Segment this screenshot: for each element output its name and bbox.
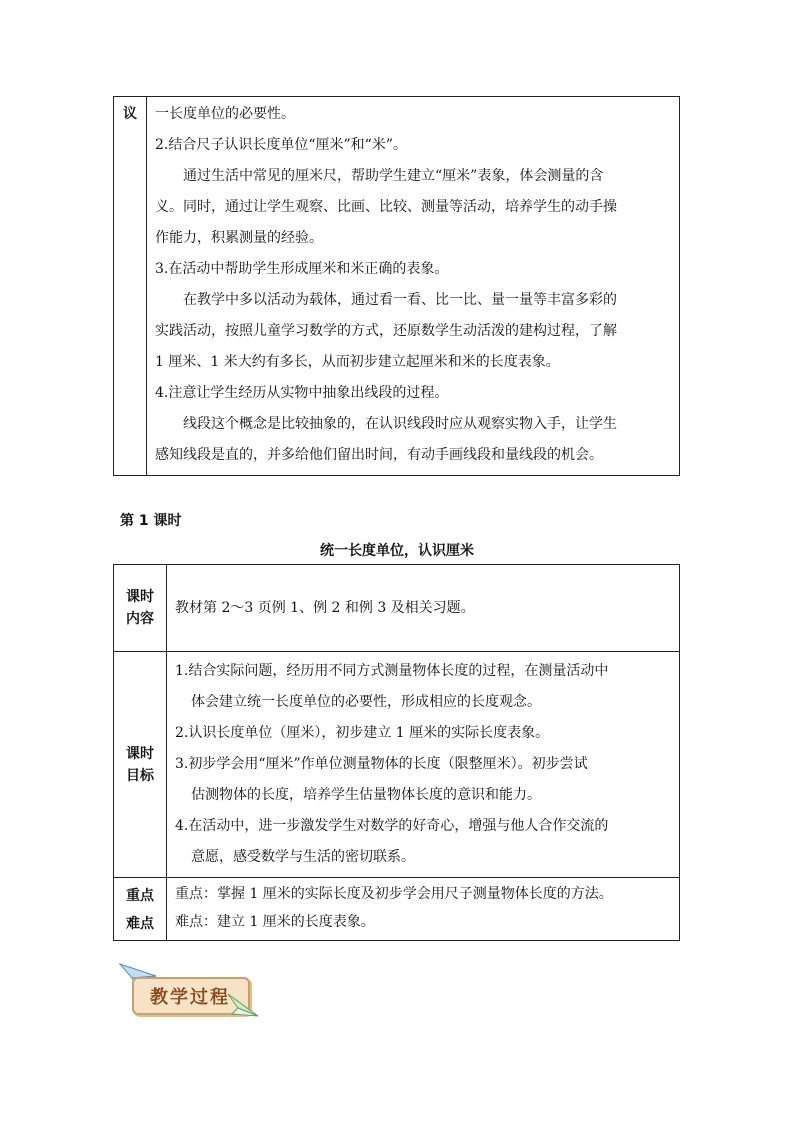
row-label: 议: [114, 97, 147, 476]
lesson-plan-table: [113, 564, 680, 941]
goal-line: 估测物体的长度，培养学生估量物体长度的意识和能力。: [191, 787, 541, 803]
difficulty-text: 难点：建立 1 厘米的长度表象。: [175, 914, 375, 930]
suggestions-body: [147, 97, 680, 476]
goal-line: 3.初步学会用“厘米”作单位测量物体的长度（限整厘米）。初步尝试: [175, 756, 588, 772]
text-line: 实践活动，按照儿童学习数学的方式，还原数学生动活泼的建构过程，了解: [155, 323, 617, 339]
badge-text: 教学过程: [150, 987, 230, 1008]
text-line: 线段这个概念是比较抽象的，在认识线段时应从观察实物入手，让学生: [183, 416, 617, 432]
paper-plane-icon: [226, 990, 260, 1020]
text-line: 2.结合尺子认识长度单位“厘米”和“米”。: [155, 137, 407, 153]
goal-line: 意愿，感受数学与生活的密切联系。: [191, 849, 415, 865]
key-point-text: 重点：掌握 1 厘米的实际长度及初步学会用尺子测量物体长度的方法。: [175, 886, 613, 902]
goals-label: 课时 目标: [114, 652, 167, 878]
text-line: 感知线段是直的，并多给他们留出时间，有动手画线段和量线段的机会。: [155, 447, 603, 463]
lesson-number: 第 1 课时: [120, 513, 182, 529]
text-line: 一长度单位的必要性。: [155, 106, 295, 122]
teaching-process-badge: [118, 960, 268, 1024]
goal-line: 2.认识长度单位（厘米），初步建立 1 厘米的实际长度表象。: [175, 725, 550, 741]
key-difficulty-label: 重点 难点: [114, 878, 167, 941]
goal-line: 体会建立统一长度单位的必要性，形成相应的长度观念。: [191, 694, 541, 710]
text-line: 在教学中多以活动为载体，通过看一看、比一比、量一量等丰富多彩的: [183, 292, 617, 308]
text-line: 通过生活中常见的厘米尺，帮助学生建立“厘米”表象，体会测量的含: [183, 168, 604, 184]
content-text: 教材第 2～3 页例 1、例 2 和例 3 及相关习题。: [175, 599, 475, 616]
text-line: 4.注意让学生经历从实物中抽象出线段的过程。: [155, 385, 449, 401]
content-label: 课时 内容: [114, 565, 167, 652]
goal-line: 1.结合实际问题，经历用不同方式测量物体长度的过程，在测量活动中: [175, 663, 609, 679]
text-line: 1 厘米、1 米大约有多长，从而初步建立起厘米和米的长度表象。: [155, 354, 560, 370]
goals-cell: [167, 652, 680, 878]
key-difficulty-cell: [167, 878, 680, 941]
lesson-title: 统一长度单位，认识厘米: [320, 543, 474, 559]
content-cell: [167, 565, 680, 652]
text-line: 3.在活动中帮助学生形成厘米和米正确的表象。: [155, 261, 449, 277]
text-line: 作能力，积累测量的经验。: [155, 230, 323, 246]
continued-suggestions-table: [113, 96, 680, 476]
goal-line: 4.在活动中，进一步激发学生对数学的好奇心，增强与他人合作交流的: [175, 818, 609, 834]
text-line: 义。同时，通过让学生观察、比画、比较、测量等活动，培养学生的动手操: [155, 199, 617, 215]
